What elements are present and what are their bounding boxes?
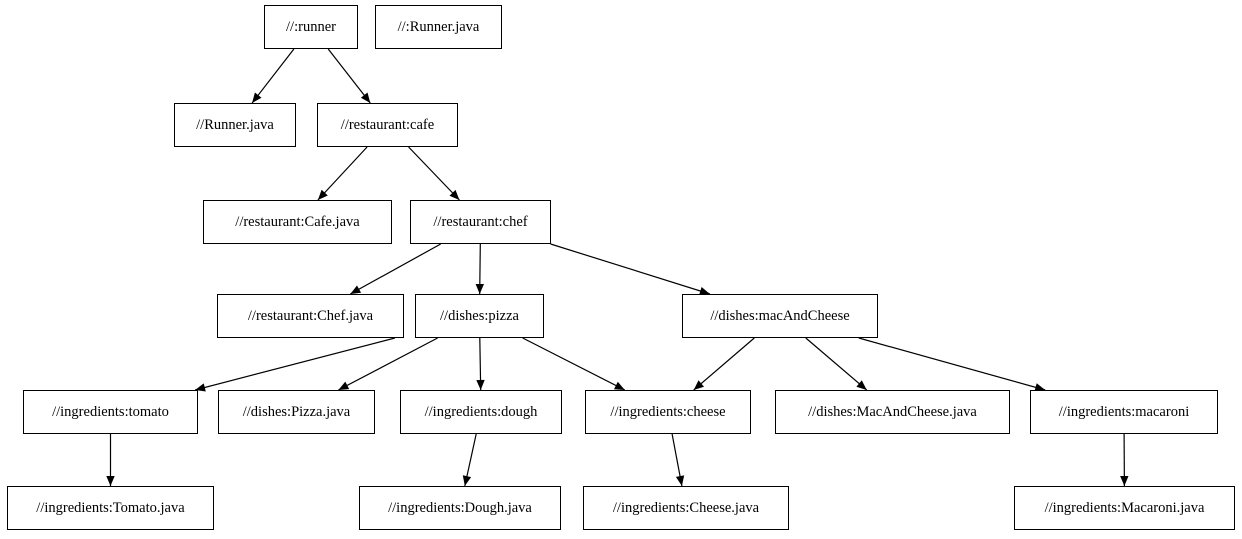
graph-node-label: //dishes:MacAndCheese.java [808, 403, 977, 420]
graph-edge-arrowhead [350, 286, 361, 295]
graph-node-runner[interactable] [264, 5, 358, 49]
graph-edge-arrowhead [1120, 476, 1128, 486]
graph-node-dishes_macandcheese_java[interactable] [775, 390, 1010, 434]
graph-node-label: //:runner [286, 18, 336, 35]
graph-node-label: //ingredients:dough [424, 403, 538, 420]
graph-edge-dishes_pizza-to-dishes_pizza_java [338, 338, 437, 390]
graph-node-label: //restaurant:chef [433, 213, 528, 230]
graph-edge-dishes_pizza-to-ingredients_cheese [523, 338, 625, 390]
graph-edge-arrowhead [361, 93, 370, 104]
graph-node-label: //dishes:pizza [440, 307, 519, 324]
graph-node-label: //dishes:macAndCheese [710, 307, 850, 324]
graph-node-restaurant_cafe[interactable] [317, 103, 458, 147]
graph-node-restaurant_chef[interactable] [410, 200, 551, 244]
graph-node-dishes_macandcheese[interactable] [682, 294, 878, 338]
graph-node-restaurant_cafe_java[interactable] [203, 200, 392, 244]
graph-node-dishes_pizza[interactable] [415, 294, 544, 338]
graph-edge-runner-to-restaurant_cafe [328, 49, 370, 103]
graph-node-runner_java_root[interactable] [375, 5, 502, 49]
graph-edge-arrowhead [463, 475, 471, 486]
graph-node-label: //ingredients:cheese [610, 403, 726, 420]
graph-node-label: //ingredients:Dough.java [388, 499, 532, 516]
graph-node-ingredients_tomato[interactable] [23, 390, 198, 434]
graph-node-ingredients_macaroni[interactable] [1030, 390, 1218, 434]
graph-edge-restaurant_chef-to-dishes_macandcheese [551, 244, 710, 294]
graph-edge-restaurant_chef-to-restaurant_chef_java [350, 244, 440, 294]
graph-node-runner_java[interactable] [174, 103, 296, 147]
graph-edge-arrowhead [476, 284, 484, 294]
graph-node-label: //:Runner.java [397, 18, 480, 35]
graph-node-ingredients_macaroni_java[interactable] [1014, 486, 1235, 530]
graph-edge-dishes_macandcheese-to-ingredients_macaroni [859, 338, 1045, 390]
graph-node-label: //ingredients:macaroni [1058, 403, 1190, 420]
graph-edge-dishes_macandcheese-to-ingredients_cheese [694, 338, 755, 390]
graph-edge-runner-to-runner_java [252, 49, 294, 103]
graph-node-ingredients_cheese[interactable] [585, 390, 751, 434]
graph-node-label: //dishes:Pizza.java [242, 403, 351, 420]
graph-node-ingredients_tomato_java[interactable] [7, 486, 214, 530]
graph-edge-restaurant_cafe-to-restaurant_chef [409, 147, 460, 200]
graph-node-label: //Runner.java [196, 116, 274, 133]
graph-node-dishes_pizza_java[interactable] [218, 390, 375, 434]
graph-edge-arrowhead [476, 380, 484, 390]
graph-node-label: //restaurant:Chef.java [247, 307, 374, 324]
graph-node-ingredients_dough_java[interactable] [359, 486, 561, 530]
graph-edge-arrowhead [676, 475, 684, 486]
graph-node-restaurant_chef_java[interactable] [217, 294, 404, 338]
graph-node-label: //ingredients:Tomato.java [36, 499, 185, 516]
graph-edge-dishes_macandcheese-to-dishes_macandcheese_java [806, 338, 867, 390]
graph-node-label: //ingredients:Cheese.java [612, 499, 760, 516]
graph-edge-dishes_pizza-to-ingredients_tomato [195, 338, 395, 390]
graph-node-label: //restaurant:Cafe.java [235, 213, 360, 230]
graph-node-ingredients_dough[interactable] [400, 390, 562, 434]
graph-node-ingredients_cheese_java[interactable] [583, 486, 789, 530]
graph-node-label: //ingredients:tomato [52, 403, 169, 420]
graph-node-label: //restaurant:cafe [340, 116, 435, 133]
graph-edge-arrowhead [252, 93, 261, 104]
graph-edge-restaurant_cafe-to-restaurant_cafe_java [318, 147, 367, 200]
graph-edge-arrowhead [106, 476, 114, 486]
graph-node-label: //ingredients:Macaroni.java [1044, 499, 1205, 516]
